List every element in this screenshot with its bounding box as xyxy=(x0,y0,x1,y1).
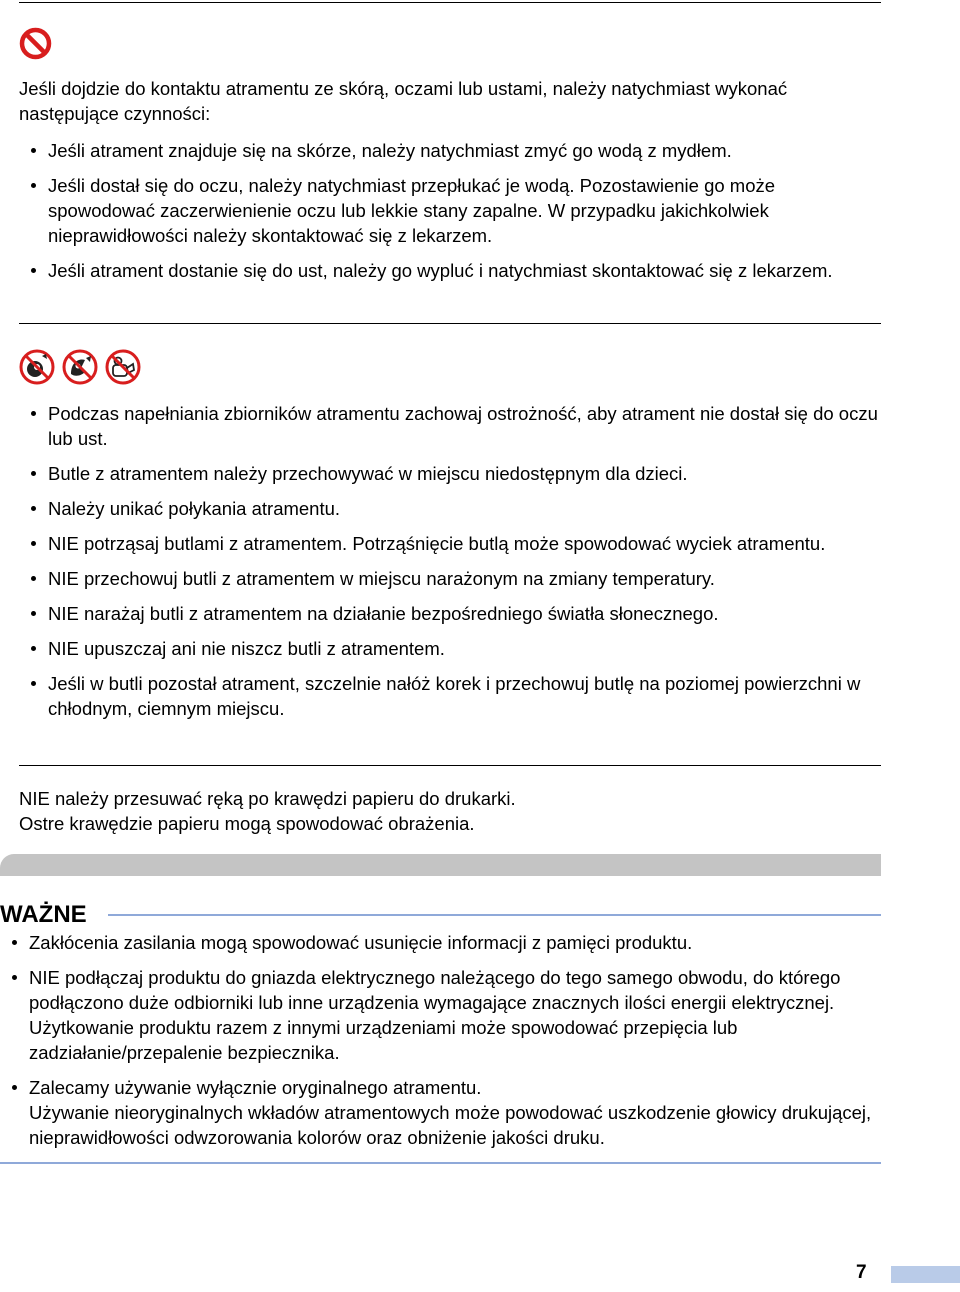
bullet-list xyxy=(0,930,880,1150)
important-bottom-rule xyxy=(0,1162,881,1164)
list-item-line: Zalecamy używanie wyłącznie oryginalnego atramentu. xyxy=(29,1077,482,1098)
list-item: Zakłócenia zasilania mogą spowodować usunięcie informacji z pamięci produktu. xyxy=(0,930,880,955)
list-item: NIE podłączaj produktu do gniazda elektrycznego należącego do tego samego obwodu, do którego podłączono duże odbiorniki lub inne urządzenia wymagające znacznych ilości energii elektrycznej. Użytkowanie produktu razem z innymi urządzeniami może spowodować przepięcia lub zadziałanie/przepalenie bezpiecznika. xyxy=(0,965,880,1065)
warning-icon-row xyxy=(18,348,142,386)
list-item: Jeśli atrament znajduje się na skórze, należy natychmiast zmyć go wodą z mydłem. xyxy=(19,138,879,163)
section-ink-handling xyxy=(19,401,879,731)
list-item-line: Używanie nieoryginalnych wkładów atramentowych może powodować uszkodzenie głowicy drukującej, nieprawidłowości odwzorowania kolorów oraz obniżenie jakości druku. xyxy=(29,1102,872,1148)
section-intro: Jeśli dojdzie do kontaktu atramentu ze skórą, oczami lub ustami, należy natychmiast wykonać następujące czynności: xyxy=(19,78,788,124)
list-item: NIE przechowuj butli z atramentem w miejscu narażonym na zmiany temperatury. xyxy=(19,566,879,591)
section-skin-contact xyxy=(19,76,879,293)
paper-edge-warning-detail: Ostre krawędzie papieru mogą spowodować obrażenia. xyxy=(19,813,475,834)
prohibition-icon xyxy=(19,27,52,60)
paper-edge-warning: NIE należy przesuwać ręką po krawędzi papieru do drukarki. xyxy=(19,788,516,809)
page-tab xyxy=(891,1266,960,1283)
no-children-icon xyxy=(104,348,142,386)
list-item: NIE narażaj butli z atramentem na działanie bezpośredniego światła słonecznego. xyxy=(19,601,879,626)
list-item: Należy unikać połykania atramentu. xyxy=(19,496,879,521)
list-item: NIE potrząsaj butlami z atramentem. Potrząśnięcie butlą może spowodować wyciek atramentu. xyxy=(19,531,879,556)
no-eye-contact-icon xyxy=(18,348,56,386)
list-item: Podczas napełniania zbiorników atramentu zachowaj ostrożność, aby atrament nie dostał się do oczu lub ust. xyxy=(19,401,879,451)
top-rule xyxy=(19,2,881,3)
bullet-list xyxy=(19,138,879,283)
important-heading-rule xyxy=(108,914,881,916)
list-item: Butle z atramentem należy przechowywać w miejscu niedostępnym dla dzieci. xyxy=(19,461,879,486)
list-item: Jeśli dostał się do oczu, należy natychmiast przepłukać je wodą. Pozostawienie go może spowodować zaczerwienienie oczu lub lekkie stany zapalne. W przypadku jakichkolwiek nieprawidłowości należy skontaktować się z lekarzem. xyxy=(19,173,879,248)
list-item: Jeśli w butli pozostał atrament, szczelnie nałóż korek i przechowuj butlę na poziomej powierzchni w chłodnym, ciemnym miejscu. xyxy=(19,671,879,721)
no-swallow-icon xyxy=(61,348,99,386)
section-end-band xyxy=(0,854,881,876)
list-item: Jeśli atrament dostanie się do ust, należy go wypluć i natychmiast skontaktować się z lekarzem. xyxy=(19,258,879,283)
section-divider xyxy=(19,765,881,766)
list-item: NIE upuszczaj ani nie niszcz butli z atramentem. xyxy=(19,636,879,661)
important-notes xyxy=(0,930,880,1160)
section-divider xyxy=(19,323,881,324)
page-number: 7 xyxy=(856,1262,867,1283)
list-item xyxy=(0,1075,880,1150)
bullet-list xyxy=(19,401,879,721)
important-heading: WAŻNE xyxy=(0,901,87,928)
section-paper-edge xyxy=(19,786,879,836)
